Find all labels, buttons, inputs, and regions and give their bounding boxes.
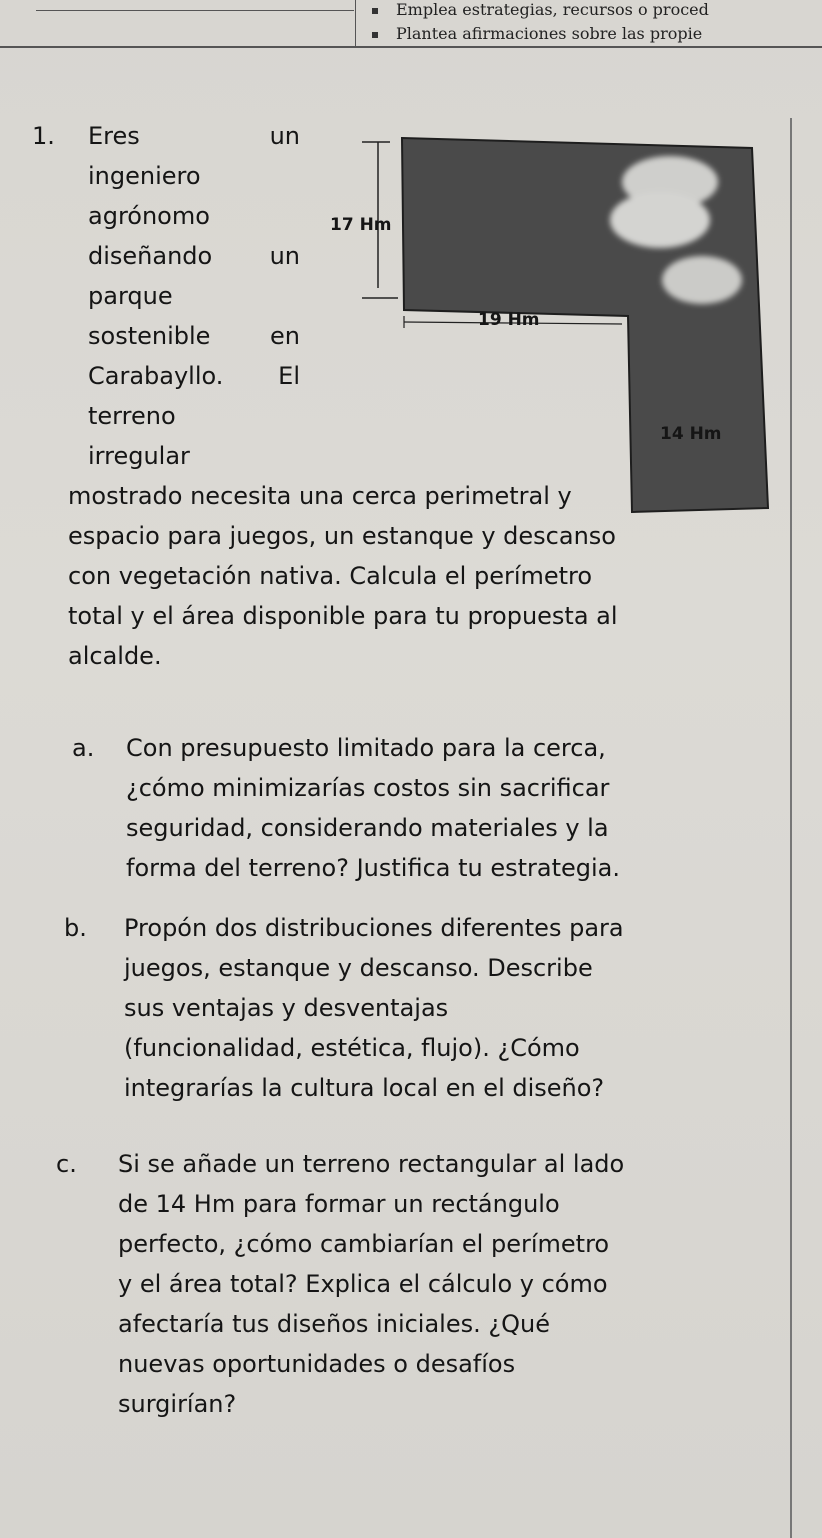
intro-line: terreno	[88, 402, 176, 430]
question-line: Si se añade un terreno rectangular al lado	[118, 1150, 625, 1178]
label-17hm: 17 Hm	[330, 215, 392, 235]
intro-line: mostrado necesita una cerca perimetral y	[68, 482, 572, 510]
terrain-figure	[320, 120, 780, 460]
question-b	[64, 908, 774, 1108]
intro-line: irregular	[88, 442, 190, 470]
intro-line: con vegetación nativa. Calcula el perímetro	[68, 562, 593, 590]
problem-number: 1.	[32, 122, 55, 150]
question-b-text	[124, 908, 774, 1108]
intro-line: sostenible en	[88, 322, 300, 350]
question-c-text	[118, 1144, 776, 1424]
question-line: y el área total? Explica el cálculo y cómo	[118, 1270, 608, 1298]
question-line: Propón dos distribuciones diferentes para	[124, 914, 624, 942]
question-line: surgirían?	[118, 1390, 237, 1418]
question-c	[56, 1144, 776, 1424]
header-table-inner-cell	[36, 0, 354, 11]
intro-line: Carabayllo. El	[88, 362, 300, 390]
intro-line: parque	[88, 282, 173, 310]
question-b-marker: b.	[64, 914, 87, 942]
terrain-shape	[402, 138, 768, 512]
intro-line: espacio para juegos, un estanque y descanso	[68, 522, 616, 550]
label-14hm: 14 Hm	[660, 424, 722, 444]
terrain-diagram	[320, 120, 780, 460]
question-line: de 14 Hm para formar un rectángulo	[118, 1190, 560, 1218]
question-line: afectaría tus diseños iniciales. ¿Qué	[118, 1310, 550, 1338]
header-table-left-cell	[0, 0, 356, 46]
question-a-marker: a.	[72, 734, 95, 762]
header-bullet-2: Plantea afirmaciones sobre las propie	[372, 24, 702, 43]
question-line: seguridad, considerando materiales y la	[126, 814, 609, 842]
question-line: juegos, estanque y descanso. Describe	[124, 954, 593, 982]
intro-line: agrónomo	[88, 202, 210, 230]
intro-line: alcalde.	[68, 642, 162, 670]
question-line: forma del terreno? Justifica tu estrategia.	[126, 854, 621, 882]
intro-short-column	[88, 116, 300, 476]
intro-line: total y el área disponible para tu propuesta al	[68, 602, 618, 630]
question-line: integrarías la cultura local en el diseño?	[124, 1074, 605, 1102]
bullet-icon	[372, 32, 378, 38]
question-line: ¿cómo minimizarías costos sin sacrificar	[126, 774, 610, 802]
margin-rule	[790, 118, 792, 1538]
bullet-icon	[372, 8, 378, 14]
label-19hm: 19 Hm	[478, 310, 540, 330]
intro-line: diseñando un	[88, 242, 300, 270]
vegetation-blob-2	[662, 256, 742, 304]
header-bullet-1: Emplea estrategias, recursos o proced	[372, 0, 709, 19]
intro-line: Eres un	[88, 122, 300, 150]
question-a	[72, 728, 772, 888]
intro-line: ingeniero	[88, 162, 201, 190]
question-line: nuevas oportunidades o desafíos	[118, 1350, 516, 1378]
question-a-text	[126, 728, 772, 888]
question-line: Con presupuesto limitado para la cerca,	[126, 734, 606, 762]
question-c-marker: c.	[56, 1150, 77, 1178]
question-line: perfecto, ¿cómo cambiarían el perímetro	[118, 1230, 610, 1258]
question-line: (funcionalidad, estética, flujo). ¿Cómo	[124, 1034, 580, 1062]
question-line: sus ventajas y desventajas	[124, 994, 449, 1022]
intro-full-paragraph	[68, 476, 768, 676]
